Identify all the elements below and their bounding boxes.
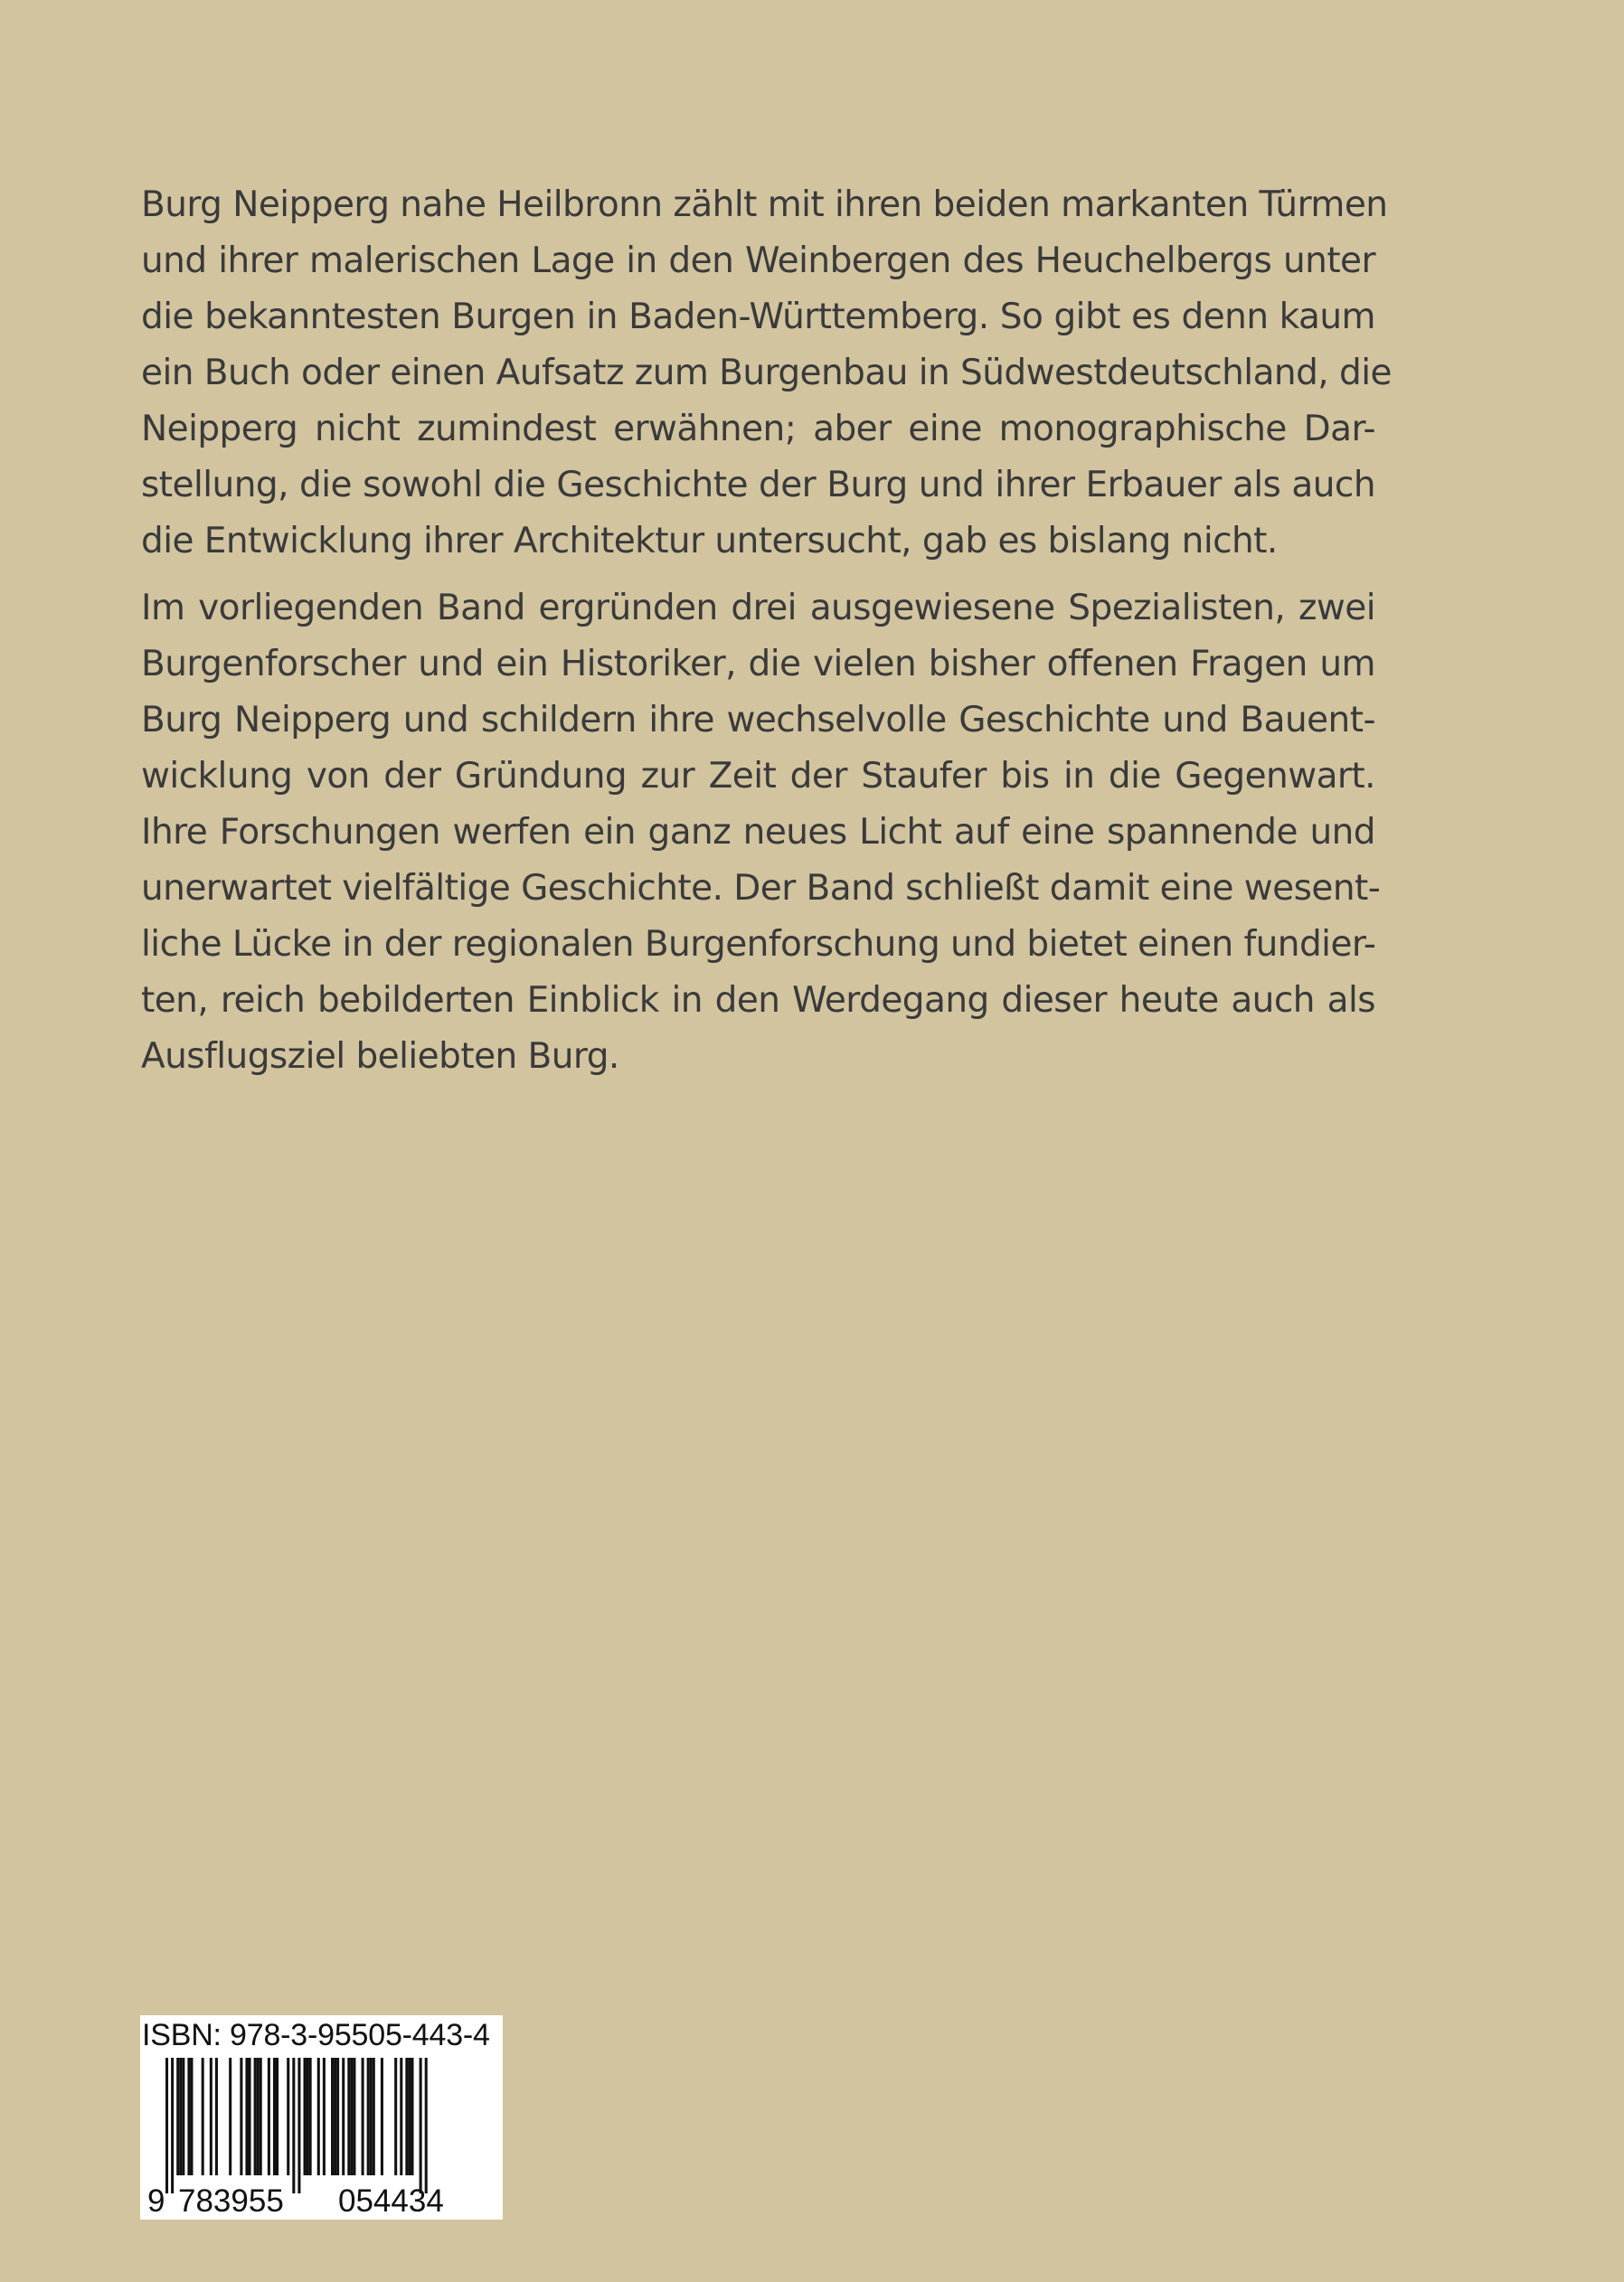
barcode-digit-first: 9 <box>147 2183 165 2219</box>
barcode-bar <box>276 2058 279 2175</box>
barcode-bar <box>373 2058 375 2175</box>
barcode-bar <box>249 2058 251 2175</box>
barcode-bar <box>353 2058 355 2175</box>
barcode-guard-bar <box>292 2058 295 2193</box>
text-line: stellung, die sowohl die Geschichte der Burg und ihrer Erbauer als auch <box>141 465 1375 505</box>
barcode-bar <box>362 2058 364 2175</box>
barcode-bar <box>229 2058 231 2175</box>
barcode-bar <box>331 2058 334 2175</box>
barcode-bar <box>342 2058 345 2175</box>
isbn-barcode-box <box>140 2015 503 2220</box>
barcode-bar <box>411 2058 413 2175</box>
barcode-bar <box>350 2058 353 2175</box>
text-line: unerwartet vielfältige Geschichte. Der Band schließt damit eine wesent- <box>141 868 1381 909</box>
barcode-bar <box>182 2058 184 2175</box>
barcode-bar <box>273 2058 276 2175</box>
barcode-bar <box>317 2058 320 2175</box>
description-paragraph-2 <box>141 580 1381 1085</box>
barcode-bar <box>394 2058 397 2175</box>
barcode-bar <box>309 2058 312 2175</box>
barcode-guard-bar <box>171 2058 174 2193</box>
barcode-bars <box>165 2058 428 2193</box>
text-line: wicklung von der Gründung zur Zeit der Staufer bis in die Gegenwart. <box>141 756 1375 797</box>
barcode-digit-left-group: 783955 <box>178 2183 284 2219</box>
text-line: Neipperg nicht zumindest erwähnen; aber eine monographische Dar- <box>141 409 1375 449</box>
text-line: Ausflugsziel beliebten Burg. <box>141 1036 619 1077</box>
description-paragraph-1 <box>141 177 1392 570</box>
text-line: die bekanntesten Burgen in Baden-Württemberg. So gibt es denn kaum <box>141 297 1375 337</box>
barcode-guard-bar <box>425 2058 428 2193</box>
barcode-bar <box>254 2058 257 2175</box>
text-line: Burg Neipperg nahe Heilbronn zählt mit ihren beiden markanten Türmen <box>141 184 1388 225</box>
barcode-bar <box>190 2058 193 2175</box>
barcode-bar <box>268 2058 270 2175</box>
text-line: Burg Neipperg und schildern ihre wechselvolle Geschichte und Bauent- <box>141 700 1375 740</box>
barcode-bar <box>323 2058 326 2175</box>
barcode-bar <box>215 2058 218 2175</box>
barcode-bar <box>240 2058 242 2175</box>
barcode-bar <box>287 2058 289 2175</box>
barcode-guard-bar <box>420 2058 422 2193</box>
text-line: die Entwicklung ihrer Architektur untersucht, gab es bislang nicht. <box>141 521 1278 561</box>
barcode-digits <box>147 2183 444 2219</box>
barcode-bar <box>381 2058 383 2175</box>
barcode-bar <box>347 2058 350 2175</box>
barcode-bar <box>187 2058 190 2175</box>
barcode-bar <box>336 2058 339 2175</box>
text-line: und ihrer malerischen Lage in den Weinbergen des Heuchelbergs unter <box>141 240 1375 281</box>
text-line: Im vorliegenden Band ergründen drei ausgewiesene Spezialisten, zwei <box>141 588 1375 628</box>
barcode-guard-bar <box>165 2058 168 2193</box>
barcode-guard-bar <box>297 2058 300 2193</box>
barcode-digit-right-group: 054434 <box>338 2183 444 2219</box>
text-line: liche Lücke in der regionalen Burgenforschung und bietet einen fundier- <box>141 924 1376 965</box>
text-line: Burgenforscher und ein Historiker, die vielen bisher offenen Fragen um <box>141 644 1375 684</box>
barcode-bar <box>202 2058 204 2175</box>
text-line: ten, reich bebilderten Einblick in den Werdegang dieser heute auch als <box>141 980 1375 1021</box>
barcode-bar <box>405 2058 408 2175</box>
barcode-bar <box>260 2058 262 2175</box>
barcode-bar <box>179 2058 182 2175</box>
barcode-bar <box>257 2058 260 2175</box>
description-text-block <box>141 177 1392 1085</box>
isbn-label: ISBN: 978-3-95505-443-4 <box>142 2018 490 2052</box>
barcode-bar <box>400 2058 402 2175</box>
barcode-graphic <box>140 2015 503 2220</box>
barcode-bar <box>334 2058 336 2175</box>
paragraph-spacer <box>141 570 1375 580</box>
barcode-bar <box>370 2058 373 2175</box>
barcode-bar <box>210 2058 212 2175</box>
barcode-bar <box>408 2058 411 2175</box>
text-line: ein Buch oder einen Aufsatz zum Burgenbau in Südwestdeutschland, die <box>141 353 1392 393</box>
barcode-bar <box>176 2058 179 2175</box>
barcode-bar <box>307 2058 309 2175</box>
barcode-bar <box>304 2058 307 2175</box>
barcode-bar <box>245 2058 248 2175</box>
text-line: Ihre Forschungen werfen ein ganz neues Licht auf eine spannende und <box>141 812 1375 853</box>
barcode-bar <box>367 2058 370 2175</box>
